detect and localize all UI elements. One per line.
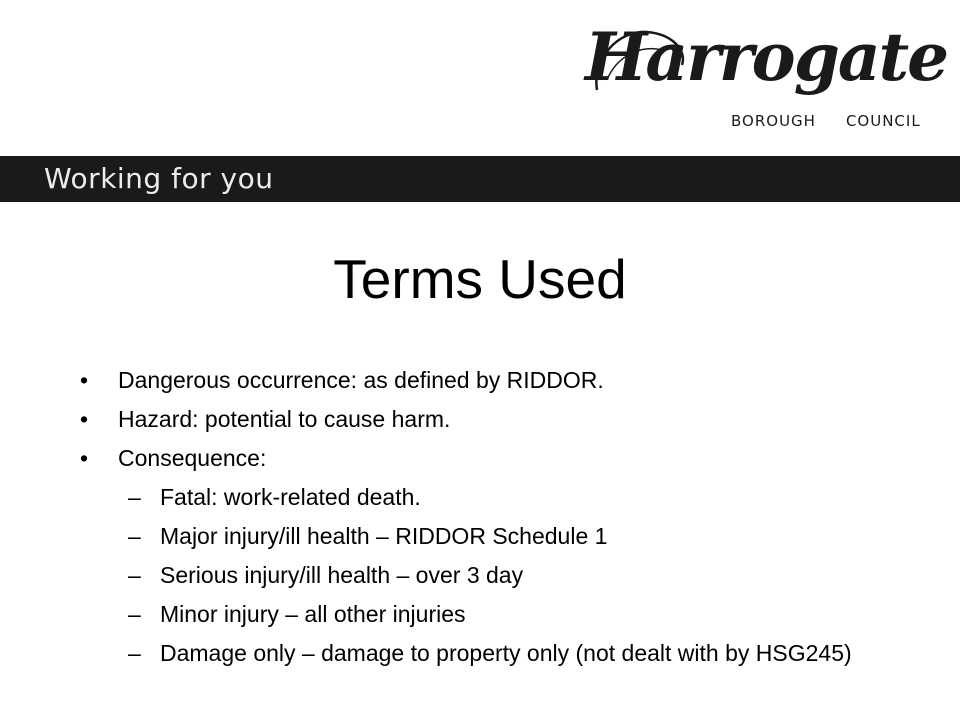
dash-marker: – xyxy=(128,562,141,588)
slide-title: Terms Used xyxy=(333,248,627,310)
sub-bullet-item xyxy=(80,522,900,551)
sub-bullet-text: Damage only – damage to property only (not dealt with by HSG245) xyxy=(160,640,852,666)
logo-council: COUNCIL xyxy=(845,112,921,130)
logo-wordmark: Harrogate xyxy=(585,18,948,96)
dash-marker: – xyxy=(128,601,141,627)
sub-bullet-text: Minor injury – all other injuries xyxy=(160,601,466,627)
dash-marker: – xyxy=(128,640,141,666)
harrogate-logo xyxy=(585,18,948,138)
sub-bullet-item xyxy=(80,600,900,629)
banner xyxy=(0,156,960,202)
sub-bullet-text: Serious injury/ill health – over 3 day xyxy=(160,562,524,588)
logo-subtitle xyxy=(731,112,921,130)
logo-borough: BOROUGH xyxy=(731,112,816,130)
bullet-list xyxy=(80,366,900,678)
bullet-item: • Dangerous occurrence: as defined by RIDDOR. xyxy=(80,366,900,395)
sub-bullet-text: Major injury/ill health – RIDDOR Schedule 1 xyxy=(160,523,608,549)
banner-text: Working for you xyxy=(44,162,274,195)
sub-bullet-item xyxy=(80,483,900,512)
sub-bullet-item xyxy=(80,639,900,668)
bullet-item: • Consequence: xyxy=(80,444,900,473)
sub-bullet-text: Fatal: work-related death. xyxy=(160,484,421,510)
dash-marker: – xyxy=(128,523,141,549)
dash-marker: – xyxy=(128,484,141,510)
bullet-item: • Hazard: potential to cause harm. xyxy=(80,405,900,434)
sub-bullet-item xyxy=(80,561,900,590)
